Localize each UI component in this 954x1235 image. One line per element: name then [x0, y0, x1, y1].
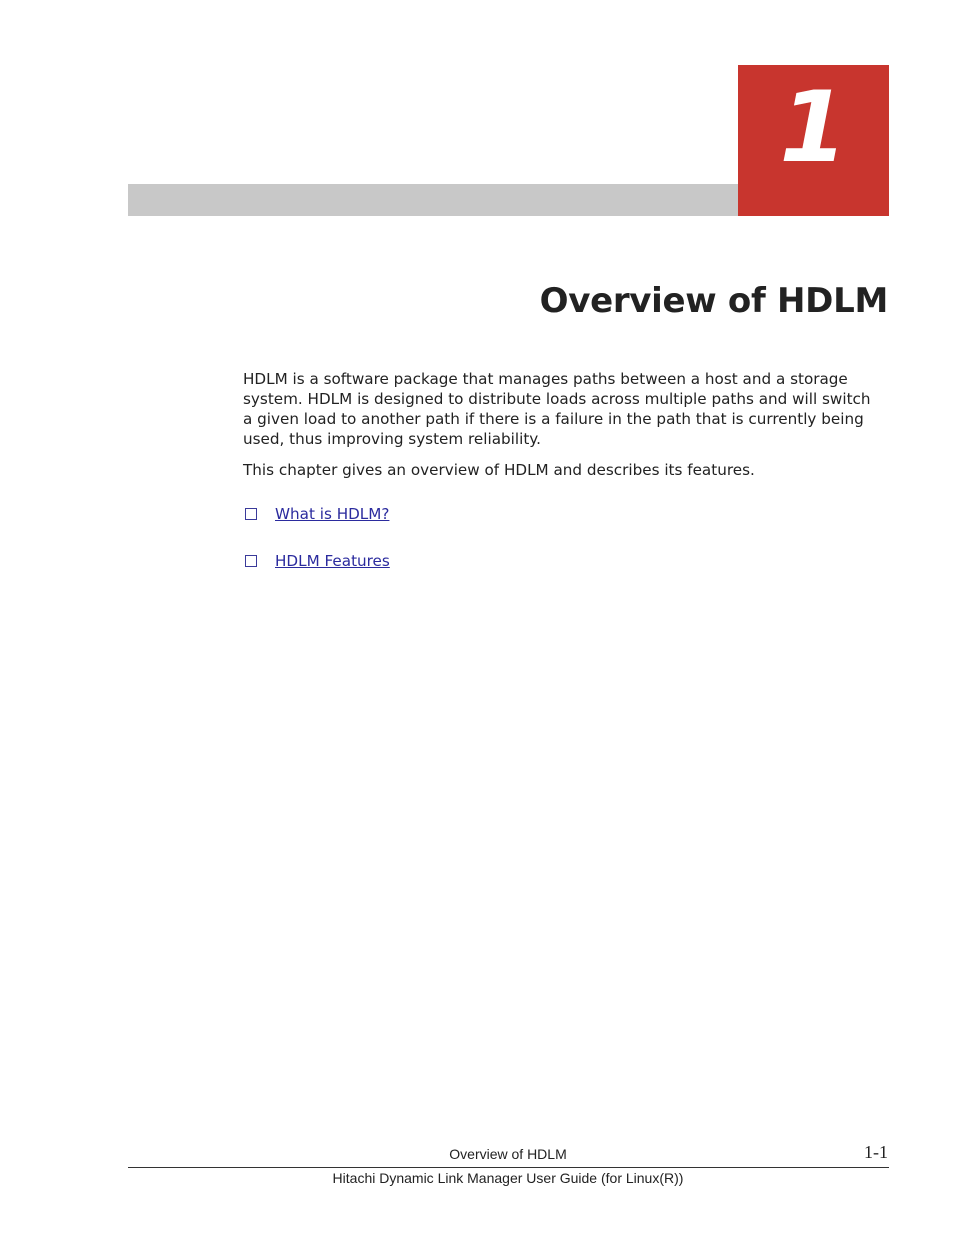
toc-link-what-is-hdlm[interactable]: What is HDLM?: [275, 505, 390, 523]
toc-item-what-is-hdlm: [243, 503, 390, 525]
chapter-header-bar: [128, 184, 738, 216]
toc-link-hdlm-features[interactable]: HDLM Features: [275, 552, 390, 570]
page-number: 1-1: [864, 1142, 888, 1162]
intro-paragraph: HDLM is a software package that manages paths between a host and a storage system. HDLM is designed to distribute loads across multiple paths and will switch a given load to another path if there is a failure in the path that is currently being used, thus improving system reliability.: [243, 370, 871, 448]
square-bullet-icon: [245, 508, 257, 520]
chapter-number-box: [738, 65, 889, 216]
chapter-number: 1: [779, 71, 848, 185]
footer-guide-title: Hitachi Dynamic Link Manager User Guide (for Linux(R)): [332, 1170, 684, 1186]
footer-divider: [128, 1167, 889, 1168]
intro-paragraph: This chapter gives an overview of HDLM and describes its features.: [243, 461, 755, 479]
toc-item-hdlm-features: [243, 550, 390, 572]
footer-section-title: Overview of HDLM: [449, 1146, 567, 1162]
chapter-title: Overview of HDLM: [539, 281, 888, 321]
chapter-toc: [243, 503, 390, 597]
intro-section: [243, 369, 883, 491]
square-bullet-icon: [245, 555, 257, 567]
